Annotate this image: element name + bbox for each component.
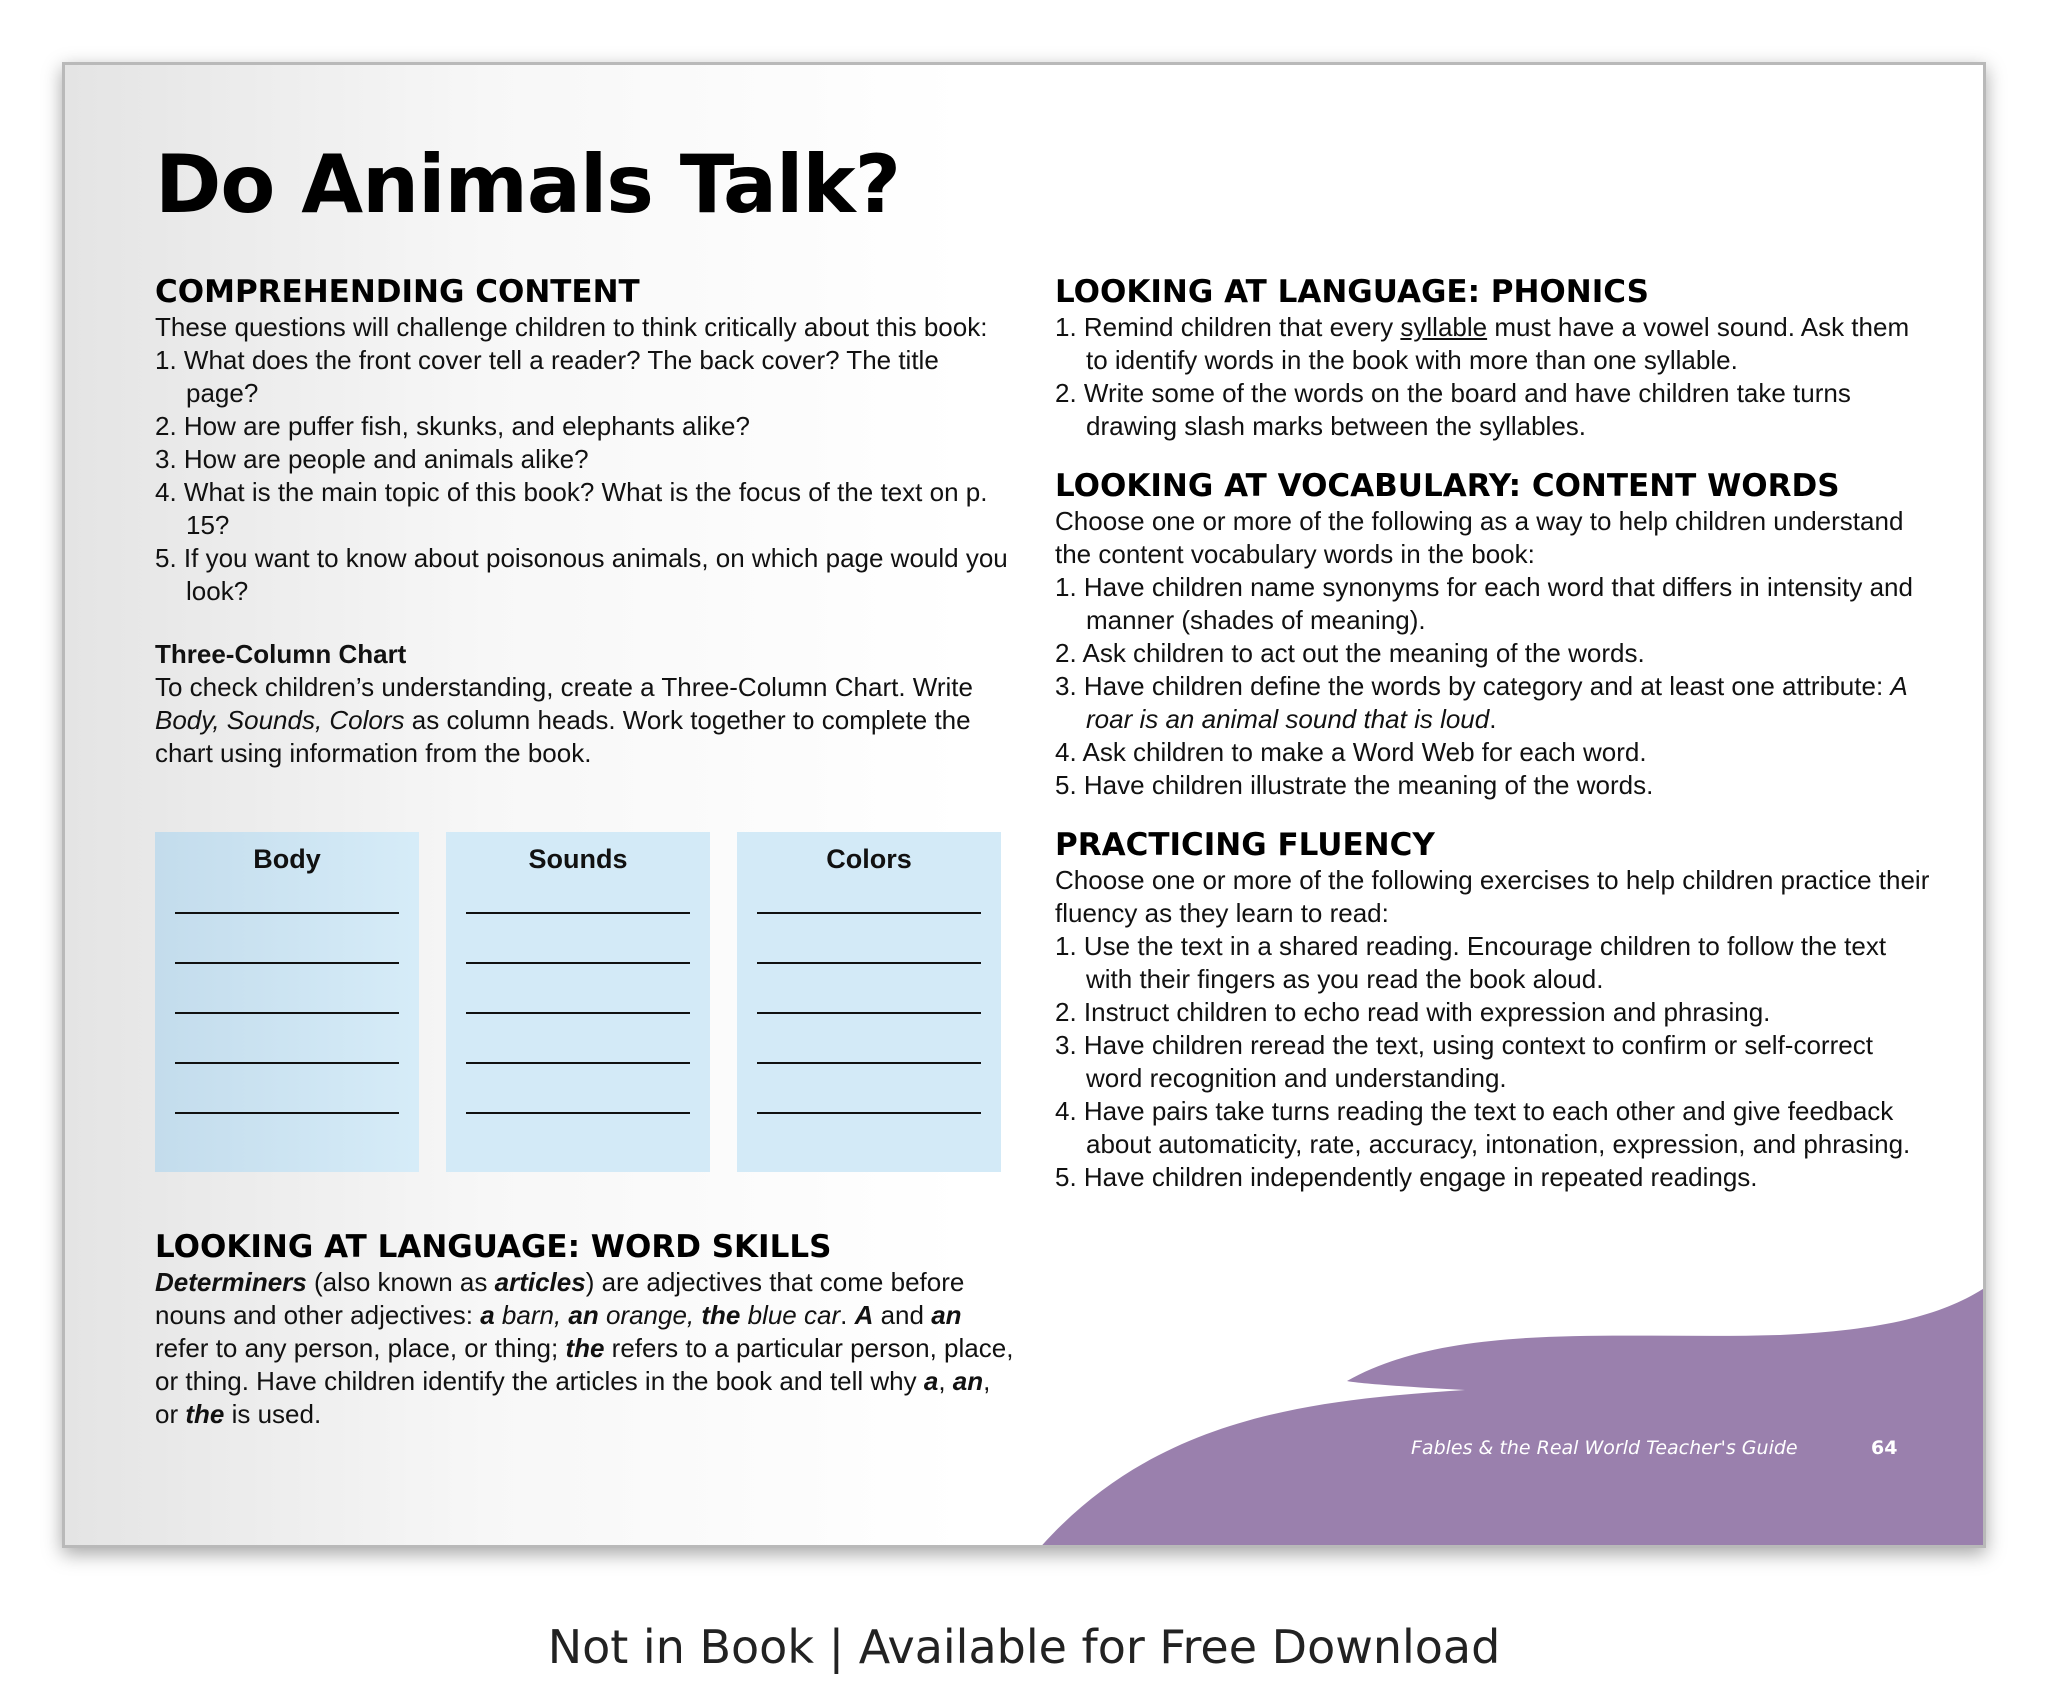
three-column-chart [155,832,1015,1172]
fluency-heading: PRACTICING FLUENCY [1055,827,1435,863]
word-skills-run: an [931,1300,962,1330]
list-item: 3. How are people and animals alike? [155,444,589,474]
right-column [1055,273,1935,1194]
word-skills-run: , [938,1366,953,1396]
word-skills-run: articles [494,1267,586,1297]
word-skills-run: an [952,1366,984,1396]
word-skills-run: barn, [494,1300,569,1330]
list-item: 5. Have children independently engage in repeated readings. [1055,1162,1758,1192]
footer-page-number: 64 [1871,1437,1898,1459]
word-skills-run: is used. [224,1399,322,1429]
list-item: 5. If you want to know about poisonous animals, on which page would you look? [155,543,1008,606]
word-skills-run: a [923,1366,939,1396]
comprehending-intro: These questions will challenge children to think critically about this book: [155,312,988,342]
word-skills-run: a [480,1300,495,1330]
list-item: 5. Have children illustrate the meaning of the words. [1055,770,1654,800]
chart-column-sounds [446,832,710,1172]
word-skills-run: A [854,1300,874,1330]
footer-guide-title: Fables & the Real World Teacher's Guide [1411,1437,1798,1459]
phonics-heading: LOOKING AT LANGUAGE: PHONICS [1055,274,1649,310]
list-item: 2. How are puffer fish, skunks, and elephants alike? [155,411,750,441]
fluency-list [1055,930,1935,1194]
list-item: 3. Have children define the words by category and at least one attribute: A roar is an animal sound that is loud. [1055,671,1907,734]
chart-column-head: Colors [826,844,912,874]
list-item: 1. Have children name synonyms for each word that differs in intensity and manner (shades of meaning). [1055,572,1913,635]
list-item: 3. Have children reread the text, using context to confirm or self-correct word recognition and understanding. [1055,1030,1873,1093]
word-skills-run: an [568,1300,599,1330]
list-item: 2. Instruct children to echo read with expression and phrasing. [1055,997,1771,1027]
list-item: 2. Ask children to act out the meaning of the words. [1055,638,1645,668]
phonics-list [1055,311,1935,443]
list-item: 4. Ask children to make a Word Web for each word. [1055,737,1647,767]
word-skills-run: blue car [740,1300,841,1330]
word-skills-run: refers to a particular person, place, or thing. Have children identify the articles in the book and tell why [155,1333,1014,1396]
fluency-intro: Choose one or more of the following exercises to help children practice their fluency as they learn to read: [1055,865,1930,928]
word-skills-run: the [565,1333,605,1363]
list-item: 1. What does the front cover tell a reader? The back cover? The title page? [155,345,939,408]
word-skills-run: ) are adjectives that come before nouns and other adjectives: [155,1267,965,1330]
vocabulary-heading: LOOKING AT VOCABULARY: CONTENT WORDS [1055,468,1840,504]
download-caption: Not in Book | Available for Free Download [547,1620,1501,1674]
vocabulary-intro: Choose one or more of the following as a way to help children understand the content vocabulary words in the book: [1055,506,1904,569]
word-skills-run: the [701,1300,741,1330]
word-skills-run: orange, [598,1300,702,1330]
list-item: 1. Use the text in a shared reading. Encourage children to follow the text with their fingers as you read the book aloud. [1055,931,1887,994]
page-title: Do Animals Talk? [155,138,901,231]
list-item: 2. Write some of the words on the board and have children take turns drawing slash marks between the syllables. [1055,378,1851,441]
word-skills-run: the [185,1399,225,1429]
comprehending-list [155,344,1015,608]
three-column-heading: Three-Column Chart [155,639,407,669]
comprehending-heading: COMPREHENDING CONTENT [155,274,640,310]
list-item: 1. Remind children that every syllable must have a vowel sound. Ask them to identify words in the book with more than one syllable. [1055,312,1910,375]
chart-column-colors [737,832,1001,1172]
guide-page [62,62,1986,1548]
word-skills-run: . [840,1300,855,1330]
word-skills-heading: LOOKING AT LANGUAGE: WORD SKILLS [155,1229,832,1265]
list-item: 4. Have pairs take turns reading the text to each other and give feedback about automaticity, rate, accuracy, intonation, expression, and phrasing. [1055,1096,1911,1159]
three-column-text: To check children’s understanding, create a Three-Column Chart. Write Body, Sounds, Colors as column heads. Work together to complete the chart using information from the book. [155,672,973,768]
left-column [155,273,1015,1431]
word-skills-run: refer to any person, place, or thing; [155,1333,566,1363]
chart-column-head: Sounds [528,844,628,874]
word-skills-run: (also known as [306,1267,495,1297]
chart-column-head: Body [253,844,321,874]
chart-column-body [155,832,419,1172]
word-skills-run: , or [155,1366,991,1429]
syllable-term: syllable [1400,312,1488,342]
vocabulary-list [1055,571,1935,802]
list-item: 4. What is the main topic of this book? What is the focus of the text on p. 15? [155,477,988,540]
word-skills-run: Determiners [155,1267,307,1297]
word-skills-run: and [873,1300,932,1330]
word-skills-text [155,1266,1015,1431]
